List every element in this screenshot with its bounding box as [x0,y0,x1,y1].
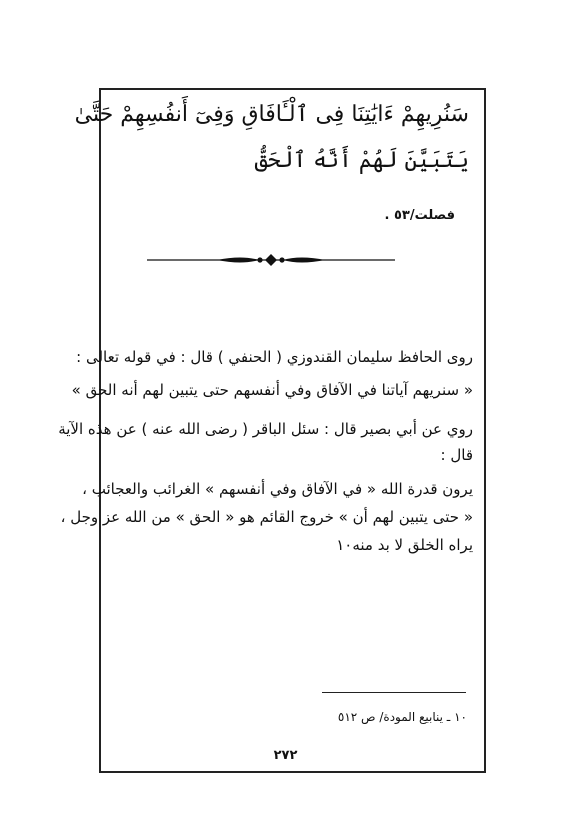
paragraph-line-2: « سنريهم آياتنا في الآفاق وفي أنفسهم حتى يتبين لهم أنه الحق » [71,381,473,399]
footnote: ١٠ ـ ينابيع المودة/ ص ٥١٢ [337,710,467,724]
quran-verse-line-2: يَتَبَيَّنَ لَهُمْ أَنَّهُ ٱلْحَقُّ [254,148,469,173]
paragraph-line-7: يراه الخلق لا بد منه١٠ [336,536,473,554]
footnote-separator [322,692,466,693]
ornamental-divider [147,252,395,268]
quran-verse-line-1: سَنُرِيهِمْ ءَايَٰتِنَا فِى ٱلْـَٔافَاقِ وَفِىٓ أَنفُسِهِمْ حَتَّىٰ [74,102,469,127]
page-number: ٢٧٢ [273,748,298,763]
paragraph-line-1: روى الحافظ سليمان القندوزي ( الحنفي ) قال : في قوله تعالى : [76,348,473,366]
paragraph-line-6: « حتى يتبين لهم أن » خروج القائم هو « الحق » من الله عز وجل ، [60,508,473,526]
paragraph-line-4: قال : [440,446,473,464]
verse-reference: فصلت/٥٣ . [384,208,455,223]
paragraph-line-3: روي عن أبي بصير قال : سئل الباقر ( رضى الله عنه ) عن هذه الآية [58,420,473,438]
paragraph-line-5: يرون قدرة الله « في الآفاق وفي أنفسهم » الغرائب والعجائب ، [82,480,473,498]
